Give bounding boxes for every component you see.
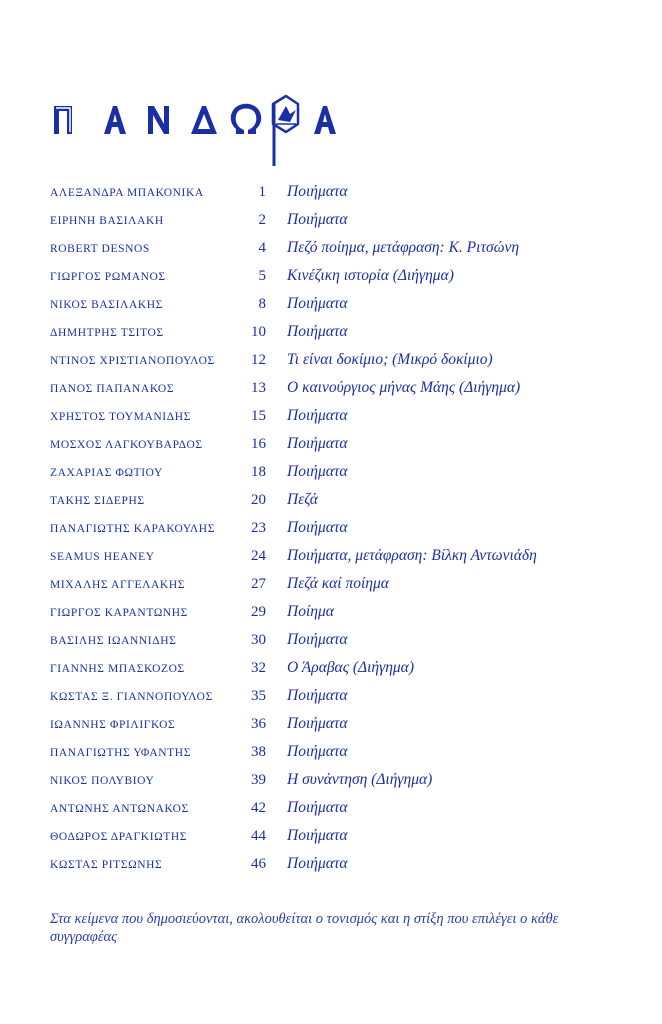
toc-row	[50, 519, 640, 547]
masthead-logo	[52, 94, 372, 174]
toc-author: ΓΙΩΡΓΟΣ ΚΑΡΑΝΤΩΝΗΣ	[50, 607, 188, 619]
toc-title: Πεζά καί ποίημα	[287, 575, 389, 592]
toc-row	[50, 547, 640, 575]
toc-page-number: 38	[251, 744, 266, 760]
toc-author: ΠΑΝΑΓΙΩΤΗΣ ΚΑΡΑΚΟΥΛΗΣ	[50, 523, 216, 535]
logo-letter-omega	[231, 104, 261, 134]
toc-title: Ποιήματα	[287, 715, 348, 732]
toc-title: Ο Άραβας (Διήγημα)	[287, 659, 414, 676]
toc-page-number: 20	[251, 492, 266, 508]
toc-title: Η συνάντηση (Διήγημα)	[287, 771, 433, 788]
toc-page-number: 32	[251, 660, 266, 676]
toc-row	[50, 771, 640, 799]
toc-author: ΝΤΙΝΟΣ ΧΡΙΣΤΙΑΝΟΠΟΥΛΟΣ	[50, 355, 215, 367]
toc-author: ΜΙΧΑΛΗΣ ΑΓΓΕΛΑΚΗΣ	[50, 579, 186, 591]
toc-title: Ποιήματα, μετάφραση: Βίλκη Αντωνιάδη	[287, 547, 537, 564]
toc-page-number: 16	[251, 436, 266, 452]
toc-title: Ποιήματα	[287, 631, 348, 648]
toc-author: ΖΑΧΑΡΙΑΣ ΦΩΤΙΟΥ	[50, 467, 163, 479]
toc-title: Ποίημα	[287, 603, 334, 620]
toc-author: ΠΑΝΟΣ ΠΑΠΑΝΑΚΟΣ	[50, 383, 175, 395]
toc-row	[50, 687, 640, 715]
toc-page-number: 39	[251, 772, 266, 788]
toc-page-number: 44	[251, 828, 266, 844]
toc-author: ROBERT DESNOS	[50, 243, 150, 255]
toc-title: Ποιήματα	[287, 407, 348, 424]
toc-author: ΧΡΗΣΤΟΣ ΤΟΥΜΑΝΙΔΗΣ	[50, 411, 191, 423]
toc-title: Ποιήματα	[287, 435, 348, 452]
toc-row	[50, 323, 640, 351]
toc-row	[50, 211, 640, 239]
toc-title: Ποιήματα	[287, 799, 348, 816]
toc-title: Ποιήματα	[287, 323, 348, 340]
toc-row	[50, 435, 640, 463]
toc-author: ΙΩΑΝΝΗΣ ΦΡΙΛΙΓΚΟΣ	[50, 719, 176, 731]
toc-page-number: 36	[251, 716, 266, 732]
bird-in-hexagon-icon	[273, 96, 298, 166]
toc-author: ΑΛΕΞΑΝΔΡΑ ΜΠΑΚΟΝΙΚΑ	[50, 187, 204, 199]
toc-row	[50, 575, 640, 603]
toc-author: ΚΩΣΤΑΣ Ξ. ΓΙΑΝΝΟΠΟΥΛΟΣ	[50, 691, 213, 703]
toc-page-number: 42	[251, 800, 266, 816]
toc-page-number: 27	[251, 576, 266, 592]
toc-row	[50, 407, 640, 435]
toc-row	[50, 743, 640, 771]
toc-row	[50, 631, 640, 659]
toc-title: Ποιήματα	[287, 463, 348, 480]
toc-page-number: 8	[258, 296, 266, 312]
toc-title: Ποιήματα	[287, 211, 348, 228]
toc-author: ΝΙΚΟΣ ΠΟΛΥΒΙΟΥ	[50, 775, 155, 787]
table-of-contents	[50, 183, 640, 883]
toc-author: ΒΑΣΙΛΗΣ ΙΩΑΝΝΙΔΗΣ	[50, 635, 177, 647]
toc-page-number: 24	[251, 548, 266, 564]
toc-author: ΔΗΜΗΤΡΗΣ ΤΣΙΤΟΣ	[50, 327, 164, 339]
toc-page-number: 13	[251, 380, 266, 396]
toc-title: Πεζά	[287, 491, 318, 508]
toc-author: ΠΑΝΑΓΙΩΤΗΣ ΥΦΑΝΤΗΣ	[50, 747, 192, 759]
toc-row	[50, 379, 640, 407]
logo-letter-alpha-final	[314, 106, 336, 134]
toc-title: Ποιήματα	[287, 183, 348, 200]
toc-row	[50, 183, 640, 211]
toc-author: ΜΟΣΧΟΣ ΛΑΓΚΟΥΒΑΡΔΟΣ	[50, 439, 203, 451]
toc-title: Ποιήματα	[287, 855, 348, 872]
toc-title: Ποιήματα	[287, 295, 348, 312]
toc-author: ΓΙΩΡΓΟΣ ΡΩΜΑΝΟΣ	[50, 271, 166, 283]
toc-author: ΕΙΡΗΝΗ ΒΑΣΙΛΑΚΗ	[50, 215, 164, 227]
toc-title: Κινέζικη ιστορία (Διήγημα)	[287, 267, 454, 284]
toc-row	[50, 491, 640, 519]
toc-row	[50, 463, 640, 491]
toc-page-number: 12	[251, 352, 266, 368]
toc-page-number: 2	[258, 212, 266, 228]
logo-letter-nu	[148, 106, 169, 134]
toc-page-number: 5	[258, 268, 266, 284]
logo-letter-delta	[191, 106, 217, 134]
toc-row	[50, 715, 640, 743]
toc-title: Τι είναι δοκίμιο; (Μικρό δοκίμιο)	[287, 351, 493, 368]
toc-row	[50, 351, 640, 379]
toc-row	[50, 603, 640, 631]
toc-title: Πεζό ποίημα, μετάφραση: Κ. Ριτσώνη	[287, 239, 520, 256]
editorial-note: Στα κείμενα που δημοσιεύονται, ακολουθείται ο τονισμός και η στίξη που επιλέγει ο κάθε συγγραφέας	[50, 911, 559, 945]
toc-author: SEAMUS HEANEY	[50, 551, 155, 563]
toc-page-number: 30	[251, 632, 266, 648]
toc-page-number: 4	[258, 240, 266, 256]
toc-author: ΤΑΚΗΣ ΣΙΔΕΡΗΣ	[50, 495, 145, 507]
logo-letter-pi	[54, 106, 72, 134]
masthead-logo-svg	[52, 94, 372, 174]
toc-row	[50, 239, 640, 267]
toc-title: Ποιήματα	[287, 519, 348, 536]
toc-author: ΝΙΚΟΣ ΒΑΣΙΛΑΚΗΣ	[50, 299, 163, 311]
toc-title: Ποιήματα	[287, 687, 348, 704]
toc-author: ΘΟΔΩΡΟΣ ΔΡΑΓΚΙΩΤΗΣ	[50, 831, 188, 843]
toc-row	[50, 295, 640, 323]
toc-title: Ποιήματα	[287, 743, 348, 760]
toc-row	[50, 827, 640, 855]
toc-row	[50, 799, 640, 827]
toc-row	[50, 267, 640, 295]
toc-page-number: 23	[251, 520, 266, 536]
toc-page-number: 46	[251, 856, 266, 872]
toc-title: Ποιήματα	[287, 827, 348, 844]
toc-page-number: 15	[251, 408, 266, 424]
toc-row	[50, 659, 640, 687]
toc-page-number: 10	[251, 324, 266, 340]
toc-author: ΚΩΣΤΑΣ ΡΙΤΣΩΝΗΣ	[50, 859, 163, 871]
toc-author: ΑΝΤΩΝΗΣ ΑΝΤΩΝΑΚΟΣ	[50, 803, 189, 815]
toc-page-number: 29	[251, 604, 266, 620]
toc-title: Ο καινούργιος μήνας Μάης (Διήγημα)	[287, 379, 521, 396]
toc-page-number: 35	[251, 688, 266, 704]
toc-row	[50, 855, 640, 883]
toc-page-number: 18	[251, 464, 266, 480]
toc-page-number: 1	[258, 184, 266, 200]
logo-letter-alpha	[104, 106, 126, 134]
toc-author: ΓΙΑΝΝΗΣ ΜΠΑΣΚΟΖΟΣ	[50, 663, 185, 675]
